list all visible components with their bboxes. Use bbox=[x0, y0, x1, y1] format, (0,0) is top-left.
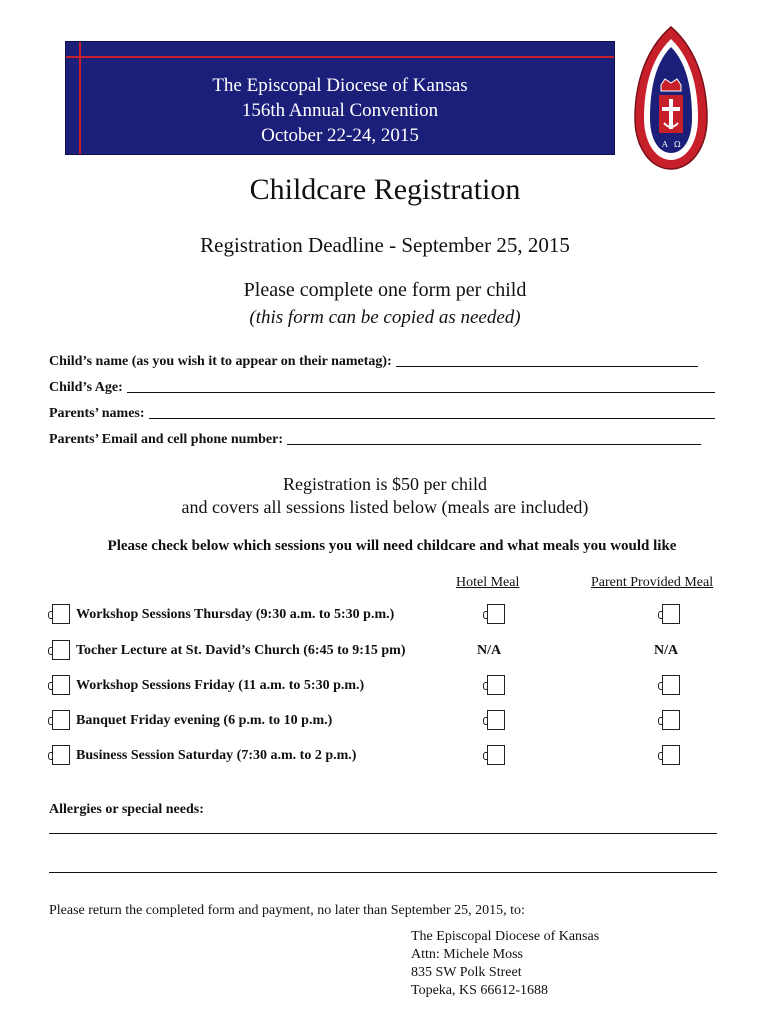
session-label: Business Session Saturday (7:30 a.m. to 2 p.m.) bbox=[76, 748, 357, 763]
address-street: 835 SW Polk Street bbox=[411, 965, 522, 980]
session-instructions: Please check below which sessions you will need childcare and what meals you would like bbox=[107, 538, 677, 554]
parent-meal-checkbox[interactable] bbox=[662, 745, 680, 765]
svg-text:Ω: Ω bbox=[674, 140, 681, 149]
hotel-meal-na: N/A bbox=[477, 643, 502, 658]
cost-line-2: and covers all sessions listed below (meals are included) bbox=[181, 497, 589, 517]
parent-meal-checkbox[interactable] bbox=[662, 604, 680, 624]
hotel-meal-checkbox[interactable] bbox=[487, 710, 505, 730]
session-label: Workshop Sessions Thursday (9:30 a.m. to 5:30 p.m.) bbox=[76, 607, 395, 622]
session-checkbox[interactable] bbox=[52, 710, 70, 730]
parents-contact-label: Parents’ Email and cell phone number: bbox=[49, 432, 283, 447]
session-row bbox=[0, 745, 770, 771]
session-row bbox=[0, 710, 770, 736]
address-org: The Episcopal Diocese of Kansas bbox=[411, 929, 600, 944]
hotel-meal-checkbox[interactable] bbox=[487, 745, 505, 765]
hotel-meal-header: Hotel Meal bbox=[456, 575, 520, 590]
parents-contact-line[interactable] bbox=[287, 443, 701, 445]
diocese-seal-icon bbox=[631, 23, 711, 173]
child-name-line[interactable] bbox=[396, 365, 698, 367]
parent-meal-checkbox[interactable] bbox=[662, 710, 680, 730]
parents-names-line[interactable] bbox=[149, 417, 715, 419]
hotel-meal-checkbox[interactable] bbox=[487, 604, 505, 624]
session-label: Banquet Friday evening (6 p.m. to 10 p.m.) bbox=[76, 713, 333, 728]
child-name-label: Child’s name (as you wish it to appear on their nametag): bbox=[49, 354, 392, 369]
page-title: Childcare Registration bbox=[249, 173, 521, 206]
convention-banner bbox=[65, 41, 615, 155]
allergies-label: Allergies or special needs: bbox=[49, 802, 204, 817]
session-checkbox[interactable] bbox=[52, 745, 70, 765]
banner-text bbox=[66, 73, 614, 148]
parent-meal-na: N/A bbox=[654, 643, 679, 658]
child-age-label: Child’s Age: bbox=[49, 380, 123, 395]
session-checkbox[interactable] bbox=[52, 640, 70, 660]
child-age-line[interactable] bbox=[127, 391, 715, 393]
session-label: Workshop Sessions Friday (11 a.m. to 5:30 p.m.) bbox=[76, 678, 365, 693]
allergies-line-2[interactable] bbox=[49, 872, 717, 873]
registration-deadline: Registration Deadline - September 25, 2015 bbox=[200, 233, 570, 257]
session-row bbox=[0, 604, 770, 630]
parents-names-label: Parents’ names: bbox=[49, 406, 145, 421]
child-name-field[interactable] bbox=[49, 354, 698, 370]
one-form-note: Please complete one form per child bbox=[243, 279, 527, 301]
parents-contact-field[interactable] bbox=[49, 432, 701, 448]
svg-text:A: A bbox=[662, 140, 668, 149]
session-row bbox=[0, 675, 770, 701]
copy-note: (this form can be copied as needed) bbox=[249, 307, 521, 328]
cost-line-1: Registration is $50 per child bbox=[283, 474, 487, 494]
banner-diocese: The Episcopal Diocese of Kansas bbox=[212, 75, 468, 96]
address-attn: Attn: Michele Moss bbox=[411, 947, 523, 962]
parents-names-field[interactable] bbox=[49, 406, 715, 422]
address-city: Topeka, KS 66612-1688 bbox=[411, 983, 549, 998]
session-checkbox[interactable] bbox=[52, 675, 70, 695]
return-instructions: Please return the completed form and payment, no later than September 25, 2015, to: bbox=[49, 903, 525, 918]
banner-convention: 156th Annual Convention bbox=[241, 100, 439, 121]
banner-dates: October 22-24, 2015 bbox=[261, 125, 419, 146]
child-age-field[interactable] bbox=[49, 380, 715, 396]
banner-cross-horizontal bbox=[66, 56, 614, 58]
parent-meal-checkbox[interactable] bbox=[662, 675, 680, 695]
session-label: Tocher Lecture at St. David’s Church (6:45 to 9:15 pm) bbox=[76, 643, 406, 658]
parent-meal-header: Parent Provided Meal bbox=[591, 575, 714, 590]
allergies-line-1[interactable] bbox=[49, 833, 717, 834]
hotel-meal-checkbox[interactable] bbox=[487, 675, 505, 695]
session-row bbox=[0, 640, 770, 666]
session-checkbox[interactable] bbox=[52, 604, 70, 624]
mailing-address bbox=[411, 928, 599, 1000]
